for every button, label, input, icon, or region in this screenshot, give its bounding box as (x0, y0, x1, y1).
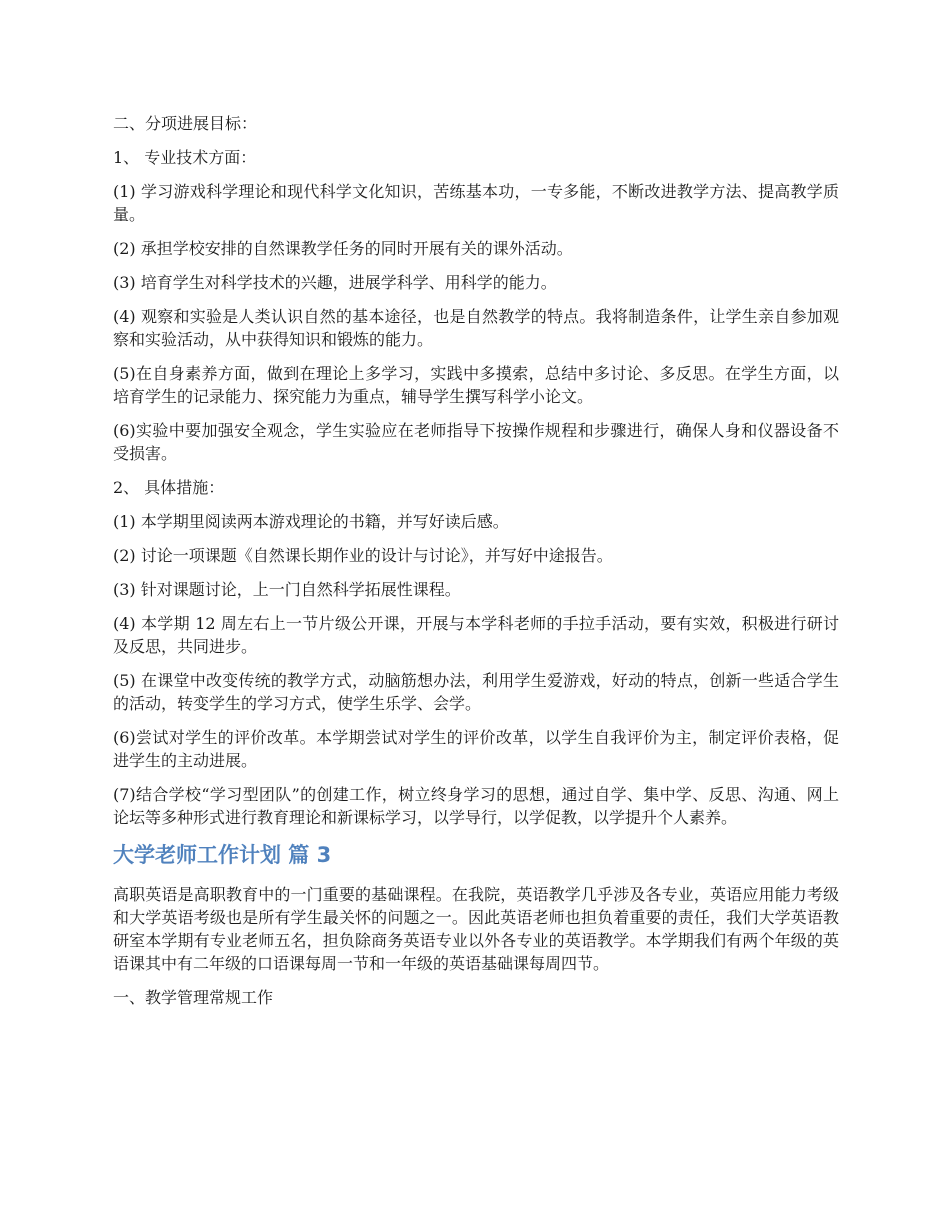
section-heading: 大学老师工作计划 篇 3 (113, 843, 332, 867)
paragraph: (2) 讨论一项课题《自然课长期作业的设计与讨论》，并写好中途报告。 (113, 546, 613, 565)
paragraph: (3) 培育学生对科学技术的兴趣，进展学科学、用科学的能力。 (113, 273, 557, 292)
paragraph: (2) 承担学校安排的自然课教学任务的同时开展有关的课外活动。 (113, 239, 573, 258)
paragraph: 二、分项进展目标： (113, 114, 258, 133)
paragraph: 一、教学管理常规工作 (113, 988, 274, 1007)
paragraph: (4) 观察和实验是人类认识自然的基本途径，也是自然教学的特点。我将制造条件，让学生亲自参加观察和实验活动，从中获得知识和锻炼的能力。 (113, 307, 839, 349)
paragraph: 1、 专业技术方面： (113, 148, 257, 167)
paragraph: (6)实验中要加强安全观念，学生实验应在老师指导下按操作规程和步骤进行，确保人身和仪器设备不受损害。 (113, 421, 839, 463)
paragraph: (5)在自身素养方面，做到在理论上多学习，实践中多摸索，总结中多讨论、多反思。在学生方面，以培育学生的记录能力、探究能力为重点，辅导学生撰写科学小论文。 (113, 364, 839, 406)
document-page (113, 112, 839, 1020)
paragraph: (7)结合学校“学习型团队”的创建工作，树立终身学习的思想，通过自学、集中学、反思、沟通、网上论坛等多种形式进行教育理论和新课标学习，以学导行，以学促教，以学提升个人素养。 (113, 785, 839, 827)
paragraph: (4) 本学期 12 周左右上一节片级公开课，开展与本学科老师的手拉手活动，要有实效，积极进行研讨及反思，共同进步。 (113, 614, 839, 656)
paragraph: (3) 针对课题讨论，上一门自然科学拓展性课程。 (113, 580, 461, 599)
paragraph: (5) 在课堂中改变传统的教学方式，动脑筋想办法，利用学生爱游戏，好动的特点，创新一些适合学生的活动，转变学生的学习方式，使学生乐学、会学。 (113, 671, 839, 713)
paragraph: (1) 学习游戏科学理论和现代科学文化知识，苦练基本功，一专多能，不断改进教学方法、提高教学质量。 (113, 182, 839, 224)
paragraph: 2、 具体措施： (113, 478, 225, 497)
paragraph: 高职英语是高职教育中的一门重要的基础课程。在我院，英语教学几乎涉及各专业，英语应用能力考级和大学英语考级也是所有学生最关怀的问题之一。因此英语老师也担负着重要的责任，我们大学英语教研室本学期有专业老师五名，担负除商务英语专业以外各专业的英语教学。本学期我们有两个年级的英语课其中有二年级的口语课每周一节和一年级的英语基础课每周四节。 (113, 885, 839, 973)
paragraph: (1) 本学期里阅读两本游戏理论的书籍，并写好读后感。 (113, 512, 509, 531)
paragraph: (6)尝试对学生的评价改革。本学期尝试对学生的评价改革，以学生自我评价为主，制定评价表格，促进学生的主动进展。 (113, 728, 839, 770)
